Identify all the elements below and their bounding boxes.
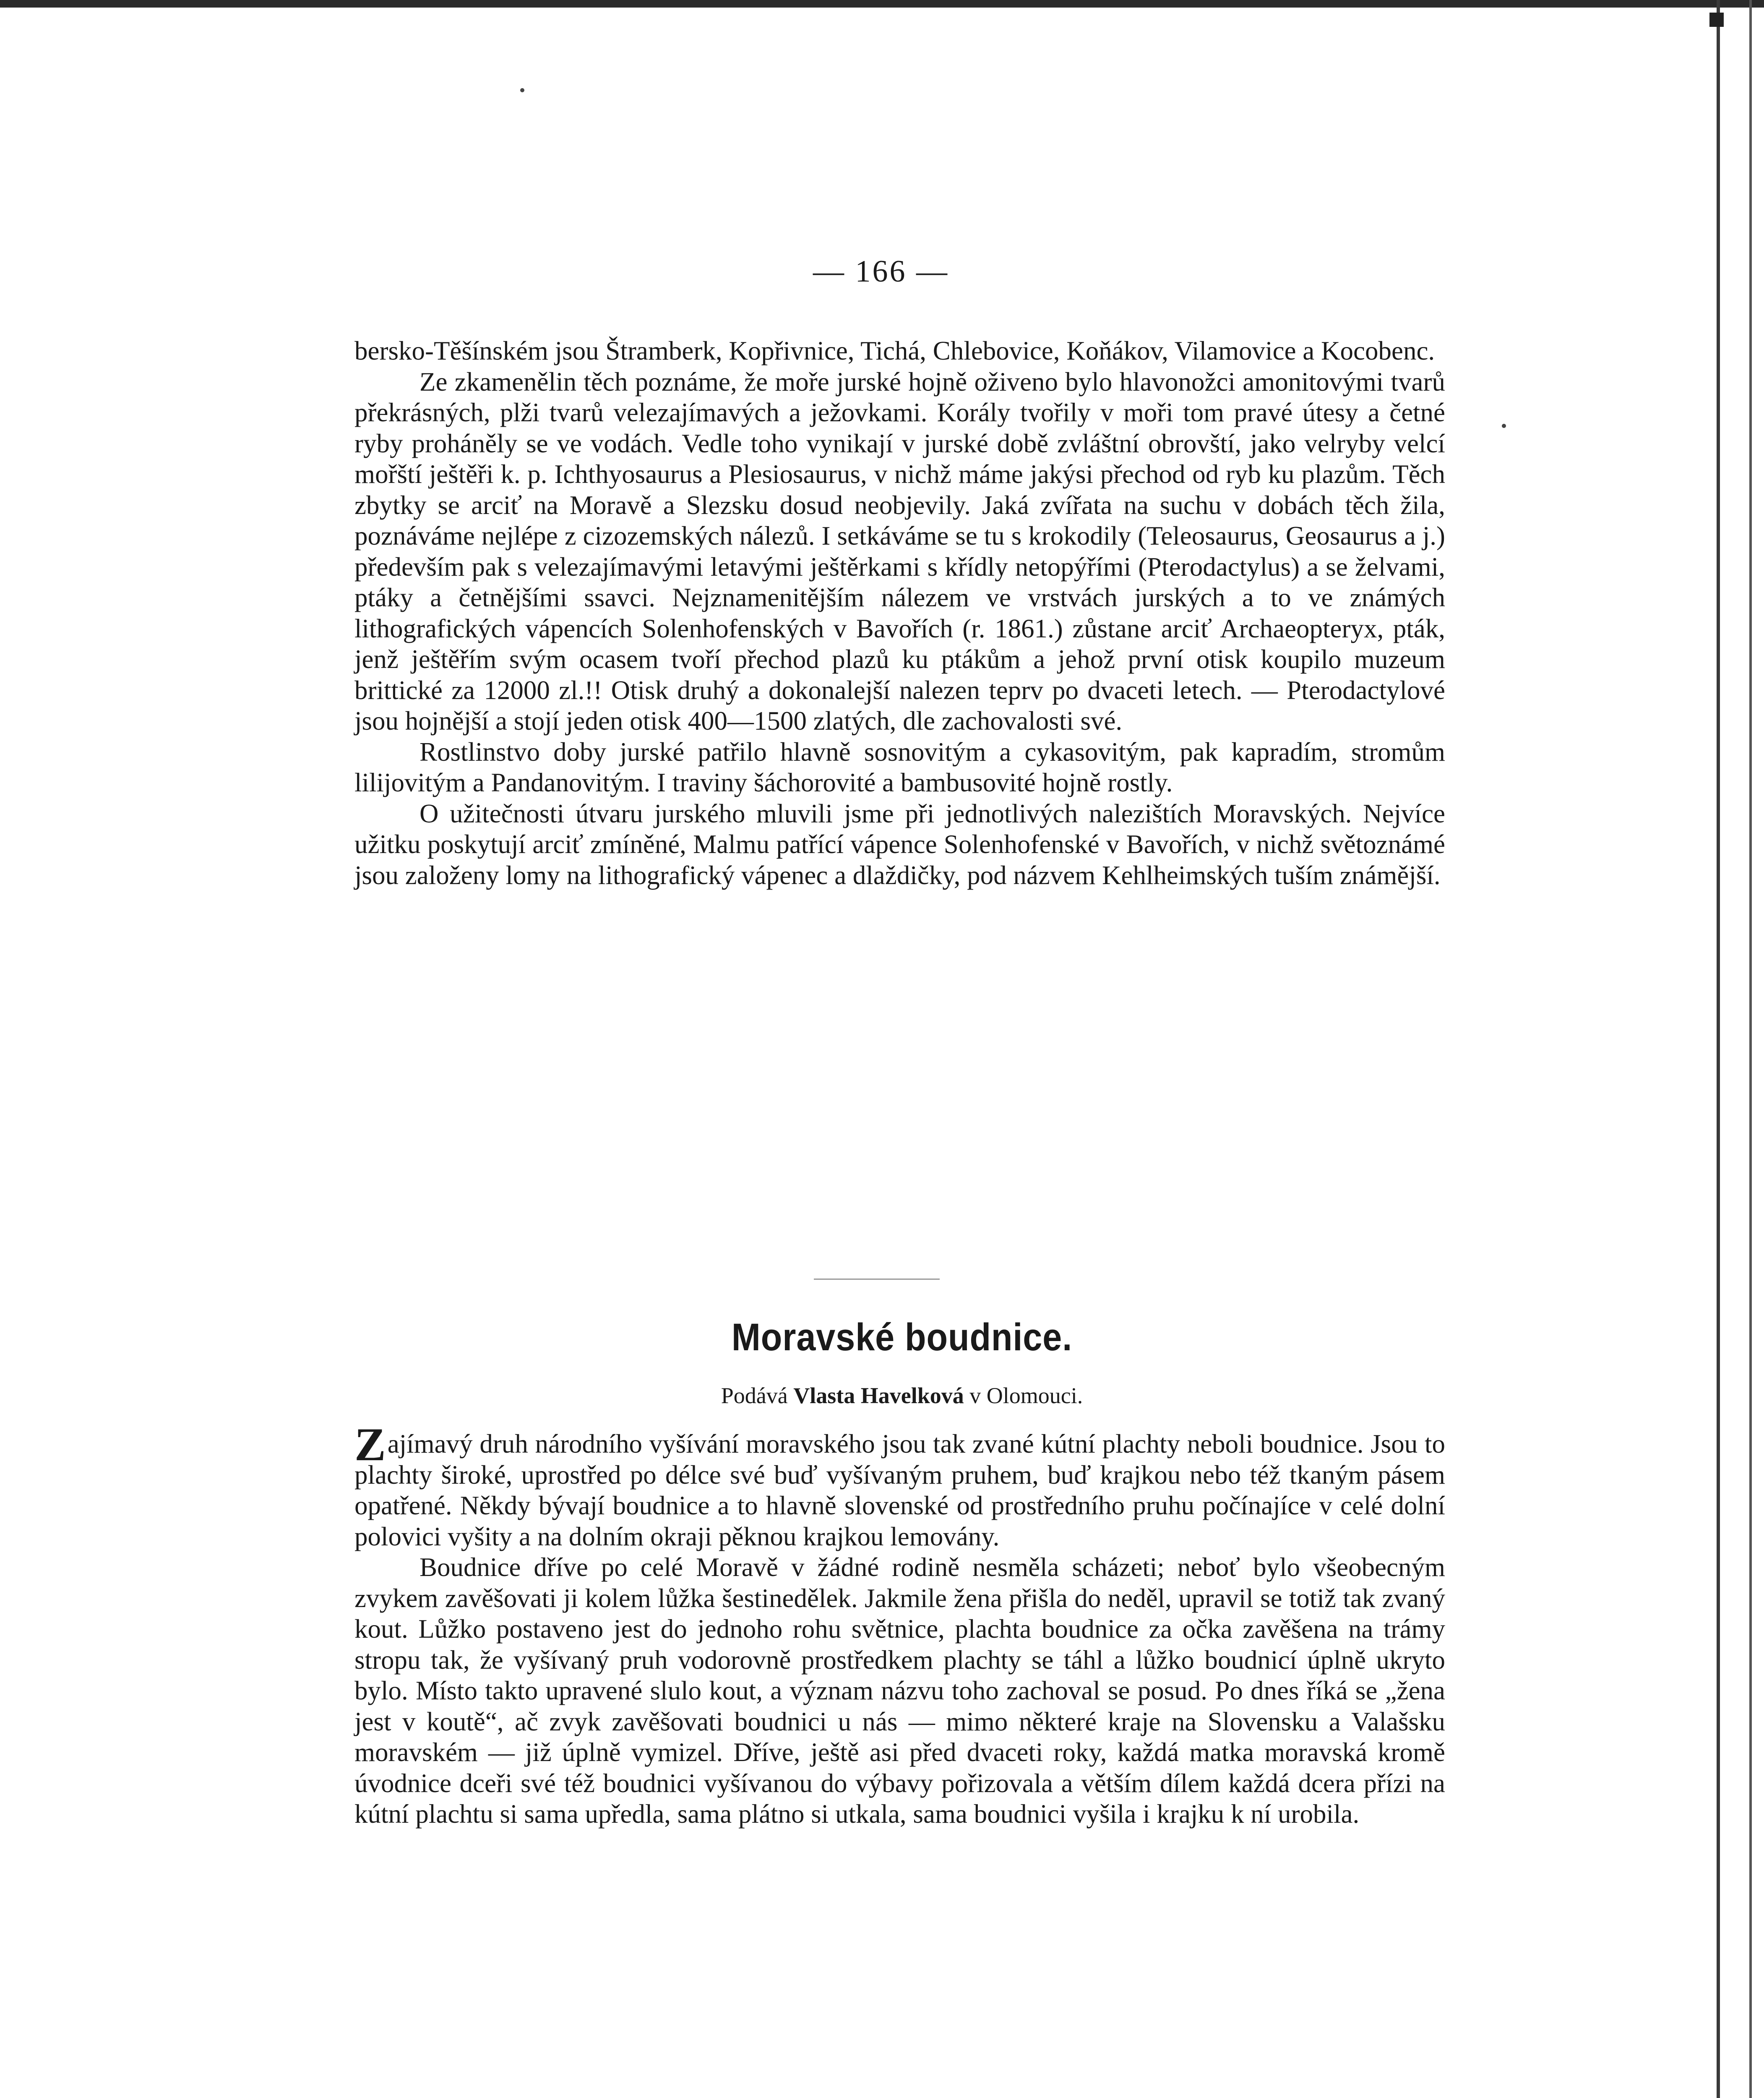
- article-boudnice-text: [354, 1419, 1445, 1830]
- byline-suffix: v Olomouci.: [969, 1383, 1083, 1408]
- article-byline: [587, 1383, 1217, 1409]
- scan-edge-top: [0, 0, 1764, 8]
- paragraph: [354, 1419, 1445, 1552]
- scan-corner-mark: [1709, 13, 1724, 27]
- paragraph: bersko-Těšínském jsou Štramberk, Kopřivnice, Tichá, Chlebovice, Koňákov, Vilamovice a Kocobenc.: [354, 336, 1435, 365]
- drop-cap: Z: [354, 1419, 386, 1471]
- page-number: — 166 —: [813, 254, 949, 289]
- scan-speck: [520, 88, 524, 92]
- paragraph-text: ajímavý druh národního vyšívání moravského jsou tak zvané kútní plachty neboli boudnice. Jsou to plachty široké, uprostřed po délce své buď vyšívaným pruhem, buď krajkou nebo též tkaným pásem opatřené. Někdy bývají boudnice a to hlavně slovenské od prostředního pruhu počínajíce v celé dolní polovici vyšity a na dolním okraji pěknou krajkou lemovány.: [354, 1429, 1445, 1551]
- paragraph: Ze zkamenělin těch poznáme, že moře jurské hojně oživeno bylo hlavonožci amonitovými tvarů překrásných, plži tvarů velezajímavých a ježovkami. Korály tvořily v moři tom pravé útesy a četné ryby proháněly se ve vodách. Vedle toho vynikají v jurské době zvláštní obrovští, jako velryby velcí mořští ještěři k. p. Ichthyosaurus a Plesiosaurus, v nichž máme jakýsi přechod od ryb ku plazům. Těch zbytky se arciť na Moravě a Slezsku dosud neobjevily. Jaká zvířata na suchu v dobách těch žila, poznáváme nejlépe z cizozemských nálezů. I setkáváme se tu s krokodily (Teleosaurus, Geosaurus a j.) především pak s velezajímavými letavými ještěrkami s křídly netopýřími (Pterodactylus) a se želvami, ptáky a četnějšími ssavci. Nejznamenitějším nálezem ve vrstvách jurských a to ve známých lithografických vápencích Solenhofenských v Bavořích (r. 1861.) zůstane arciť Archaeopteryx, pták, jenž ještěřím svým ocasem tvoří přechod plazů ku ptákům a jehož první otisk koupilo muzeum brittické za 12000 zl.!! Otisk druhý a dokonalejší nalezen teprv po dvaceti letech. — Pterodactylové jsou hojnější a stojí jeden otisk 400—1500 zlatých, dle zachovalosti své.: [354, 367, 1445, 736]
- section-divider: [814, 1279, 940, 1280]
- byline-prefix: Podává: [721, 1383, 788, 1408]
- paragraph: O užitečnosti útvaru jurského mluvili jsme při jednotlivých nalezištích Moravských. Nejvíce užitku poskytují arciť zmíněné, Malmu patřící vápence Solenhofenské v Bavořích, v nichž světoznámé jsou založeny lomy na lithografický vápenec a dlaždičky, pod názvem Kehlheimských tuším známější.: [354, 798, 1445, 890]
- scan-edge-right: [1717, 0, 1720, 2098]
- paragraph: Boudnice dříve po celé Moravě v žádné rodině nesměla scházeti; neboť bylo všeobecným zvykem zavěšovati ji kolem lůžka šestinedělek. Jakmile žena přišla do neděl, upravil se totiž tak zvaný kout. Lůžko postaveno jest do jednoho rohu světnice, plachta boudnice za očka zavěšena na trámy stropu tak, že vyšívaný pruh vodorovně prostředkem plachty se táhl a lůžko boudnicí úplně ukryto bylo. Místo takto upravené slulo kout, a význam názvu toho zachoval se posud. Po dnes říká se „žena jest v koutě“, ač zvyk zavěšovati boudnici u nás — mimo některé kraje na Slovensku a Valašsku moravském — již úplně vymizel. Dříve, ještě asi před dvaceti roky, každá matka moravská kromě úvodnice dceři své též boudnici vyšívanou do výbavy pořizovala a větším dílem každá dcera přízi na kútní plachtu si sama upředla, sama plátno si utkala, sama boudnici vyšila i krajku k ní urobila.: [354, 1553, 1445, 1829]
- article-jurassic-text: [354, 336, 1445, 891]
- scan-edge-right-outer: [1749, 0, 1752, 2098]
- paragraph: Rostlinstvo doby jurské patřilo hlavně sosnovitým a cykasovitým, pak kapradím, stromům lilijovitým a Pandanovitým. I traviny šáchorovité a bambusovité hojně rostly.: [354, 737, 1445, 797]
- scan-speck: [1502, 424, 1506, 428]
- author-name: Vlasta Havelková: [793, 1383, 964, 1408]
- article-title: Moravské boudnice.: [731, 1316, 1073, 1359]
